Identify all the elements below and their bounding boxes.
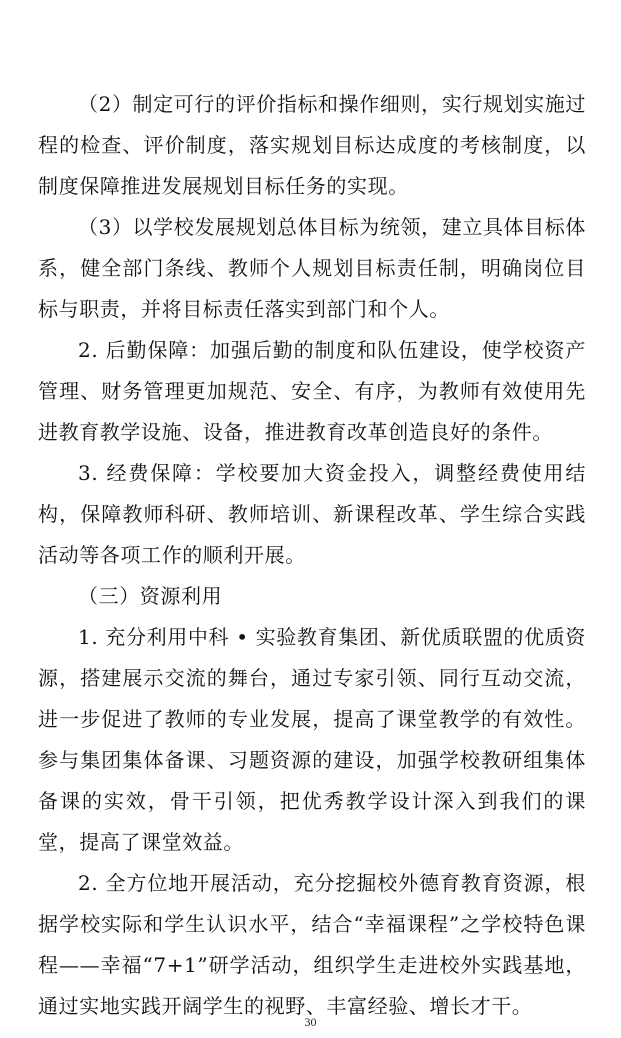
section-heading-resource-use: （三）资源利用: [78, 584, 223, 608]
paragraph-evaluation-indicators: （2）制定可行的评价指标和操作细则，实行规划实施过程的检查、评价制度，落实规划目标达成度的考核制度，以制度保障推进发展规划目标任务的实现。: [38, 92, 586, 198]
paragraph-logistics-support: 2. 后勤保障：加强后勤的制度和队伍建设，使学校资产管理、财务管理更加规范、安全、有序，为教师有效使用先进教育教学设施、设备，推进教育改革创造良好的条件。: [38, 338, 586, 444]
paragraph-funding-support: 3. 经费保障：学校要加大资金投入，调整经费使用结构，保障教师科研、教师培训、新课程改革、学生综合实践活动等各项工作的顺利开展。: [38, 461, 586, 567]
document-body: [38, 84, 586, 1027]
paragraph-activities: 2. 全方位地开展活动，充分挖掘校外德育教育资源，根据学校实际和学生认识水平，结合“幸福课程”之学校特色课程——幸福“7+1”研学活动，组织学生走进校外实践基地，通过实地实践开阔学生的视野、丰富经验、增长才干。: [38, 871, 586, 1018]
paragraph-target-system: （3）以学校发展规划总体目标为统领，建立具体目标体系，健全部门条线、教师个人规划目标责任制，明确岗位目标与职责，并将目标责任落实到部门和个人。: [38, 215, 586, 321]
paragraph-use-group-resources: 1. 充分利用中科 • 实验教育集团、新优质联盟的优质资源，搭建展示交流的舞台，通过专家引领、同行互动交流，进一步促进了教师的专业发展，提高了课堂教学的有效性。参与集团集体备课、习题资源的建设，加强学校教研组集体备课的实效，骨干引领，把优秀教学设计深入到我们的课堂，提高了课堂效益。: [38, 625, 586, 854]
page-number: 30: [304, 1015, 317, 1029]
